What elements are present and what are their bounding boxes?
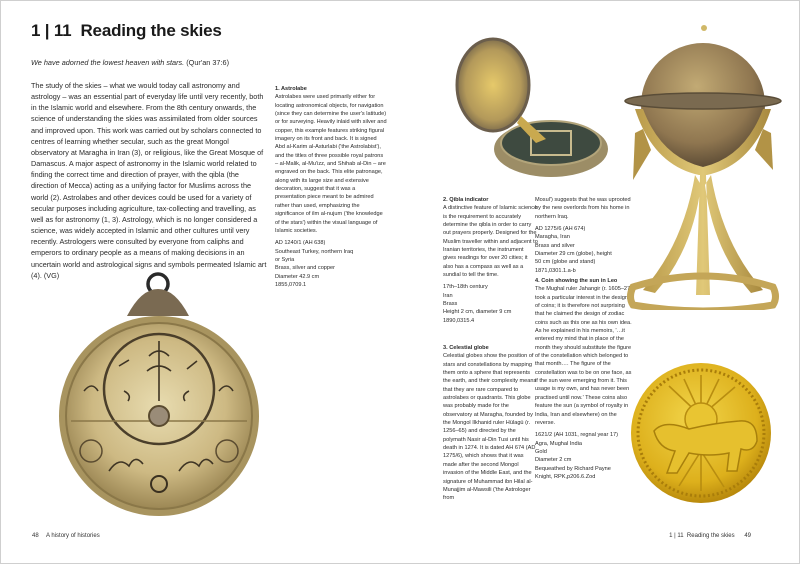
caption-meta: [535, 431, 633, 481]
section-title: Reading the skies: [80, 21, 222, 40]
running-title-left: A history of histories: [46, 533, 100, 539]
caption-meta: [535, 225, 631, 275]
meta-place: Maragha, Iran: [535, 234, 570, 241]
meta-material: Brass and silver: [535, 242, 575, 249]
meta-date: 1621/2 (AH 1031, regnal year 17): [535, 432, 619, 439]
caption-coin: [535, 277, 633, 481]
footer-left: [32, 533, 100, 539]
page-title: [31, 21, 222, 41]
globe-horizon-ring: [625, 93, 781, 109]
page-number-right: 49: [744, 533, 751, 539]
meta-dimensions-cont: 50 cm (globe and stand): [535, 259, 596, 266]
caption-title: 1. Astrolabe: [275, 86, 307, 92]
meta-place: Southeast Turkey, northern Iraq: [275, 248, 354, 255]
caption-text: Celestial globes show the position of stars and constellations by mapping them onto a sphere that represents the earth, and their complexity means that they are rare compared to astrolabes or quadrants. This globe was probably made for the observatory at Maragha, founded by the Mongol Ilkhanid ruler Hülagü (r. 1256–65) and directed by the polymath Nasir al-Din Tusi until his death in 1274. It is dated AH 674 (AD 1275/6), which shows that it was made after the second Mongol invasion of the Middle East, and the signature of Muhammad ibn Hilal al-Munajjim al-Mawsili ('the Astrologer from: [443, 353, 537, 502]
footer-right: [669, 533, 751, 539]
caption-astrolabe: [275, 85, 387, 289]
meta-registration: 1871,0301.1.a-b: [535, 267, 576, 274]
running-title-right: 1 | 11 Reading the skies: [669, 533, 735, 539]
caption-title: 2. Qibla indicator: [443, 197, 489, 203]
meta-material: Brass: [443, 301, 458, 308]
caption-celestial-globe: [443, 344, 538, 503]
meta-place: Iran: [443, 292, 453, 299]
meta-dimensions: Height 2 cm, diameter 9 cm: [443, 309, 512, 316]
meta-registration: Knight, RPK,p206.6.Zod: [535, 473, 596, 480]
meta-material: Brass, silver and copper: [275, 265, 336, 272]
intro-paragraph: The study of the skies – what we would today call astronomy and astrology – was an essential part of everyday life until very recently, both in the Islamic world and elsewhere. From the 8th century onwards, the science of understanding the skies was assimilated from older sources and improved upon. This work was carried out by scholars connected to centres of learning whether secular, such as the great Mongol observatory at Maragha in Iran (3), or religious, like the Great Mosque of Damascus. A major aspect of astronomy in the Islamic world related to finding the correct time and direction of prayer, with the qibla (the direction of Mecca) acting as a unifying factor for Muslims across the world (2). Astrolabes and other devices could be used for a variety of secular purposes including agriculture, tax-collecting and travelling, as well as for astronomy (1, 3). Astrology, which is no longer considered a science, was widely accepted in Islamic and other cultures until very recently. Astrologers were consulted by everyone from caliphs and emperors to ordinary people as a means of making decisions in an uncertain world and astrological signs and symbols permeated Islamic art (4). (VG): [31, 81, 267, 280]
astrolabe-throne: [127, 289, 189, 316]
caption-title: 4. Coin showing the sun in Leo: [535, 278, 618, 284]
meta-dimensions: Diameter 29 cm (globe), height: [535, 251, 612, 258]
caption-meta: [443, 283, 538, 325]
caption-text: Astrolabes were used primarily either for locating astronomical objects, for navigation (since they can determine the user's latitude) or for surveying. Heavily inlaid with silver and copper, this example features striking figural imagery on its front and back. It is signed Abd al-Karim al-Asturlabi ('the Astrolabist'), and the titles of three possible royal patrons – al-Malik, al-Mu'izz, and Shihab al-Din – are engraved on the back. This elite patronage, along with its large size and extensive decoration, suggest that it was a presentation piece meant to be admired rather than used, emphasizing the significance of ilm al-nujum ('the knowledge of the stars') within the visual language of Islamic societies.: [275, 94, 387, 234]
caption-meta: [275, 239, 387, 289]
meta-material: Gold: [535, 448, 547, 455]
meta-place-cont: or Syria: [275, 256, 295, 263]
qibla-lid: [457, 39, 529, 131]
meta-place: Agra, Mughal India: [535, 440, 582, 447]
caption-text: The Mughal ruler Jahangir (r. 1605–27) took a particular interest in the design of coins; it is therefore not surprising that he claimed the design of zodiac coins such as this one as his own idea. As he explained in his memoirs, '…it entered my mind that in place of the month they should substitute the figure of the constellation which belonged to that month…. The figure of the constellation was to be on one face, as if the sun were emerging from it. This usage is my own, and has never been practised until now.' These coins also feature the sun (a symbol of royalty in India, Iran and elsewhere) on the reverse.: [535, 286, 633, 426]
meta-date: AD 1240/1 (AH 638): [275, 240, 326, 247]
globe-knob: [701, 25, 707, 31]
section-number: 1 | 11: [31, 21, 72, 40]
meta-registration: 1890,0315.4: [443, 317, 475, 324]
epigraph-quote: We have adorned the lowest heaven with stars.: [31, 58, 185, 67]
caption-celestial-globe-continued: [535, 196, 631, 275]
gold-coin-image: [629, 361, 774, 506]
meta-date: 17th–18th century: [443, 284, 488, 291]
celestial-globe-image: [623, 25, 783, 310]
meta-dimensions: Diameter 2 cm: [535, 457, 572, 464]
meta-credit: Bequeathed by Richard Payne: [535, 465, 611, 472]
epigraph: [31, 58, 281, 67]
astrolabe-image: [49, 271, 274, 526]
epigraph-source: (Qur'an 37:6): [186, 58, 229, 67]
qibla-base-inner: [501, 121, 601, 165]
qibla-indicator-image: [451, 31, 611, 181]
meta-date: AD 1275/6 (AH 674): [535, 226, 586, 233]
caption-title: 3. Celestial globe: [443, 345, 489, 351]
astrolabe-center: [149, 406, 169, 426]
caption-text: A distinctive feature of Islamic science is the requirement to accurately determine the qibla in order to carry out prayers properly. Designed for the Muslim traveller within and adjacent to Iranian territories, the instrument gives readings for over 20 cities; it also has a compass as well as a sundial to tell the time.: [443, 205, 538, 279]
caption-text-continued: Mosul') suggests that he was uprooted by the new overlords from his home in northern Iraq.: [535, 197, 631, 220]
page-number-left: 48: [32, 533, 39, 539]
meta-registration: 1855,0709.1: [275, 281, 307, 288]
caption-qibla-indicator: [443, 196, 538, 325]
meta-dimensions: Diameter 42.9 cm: [275, 273, 320, 280]
